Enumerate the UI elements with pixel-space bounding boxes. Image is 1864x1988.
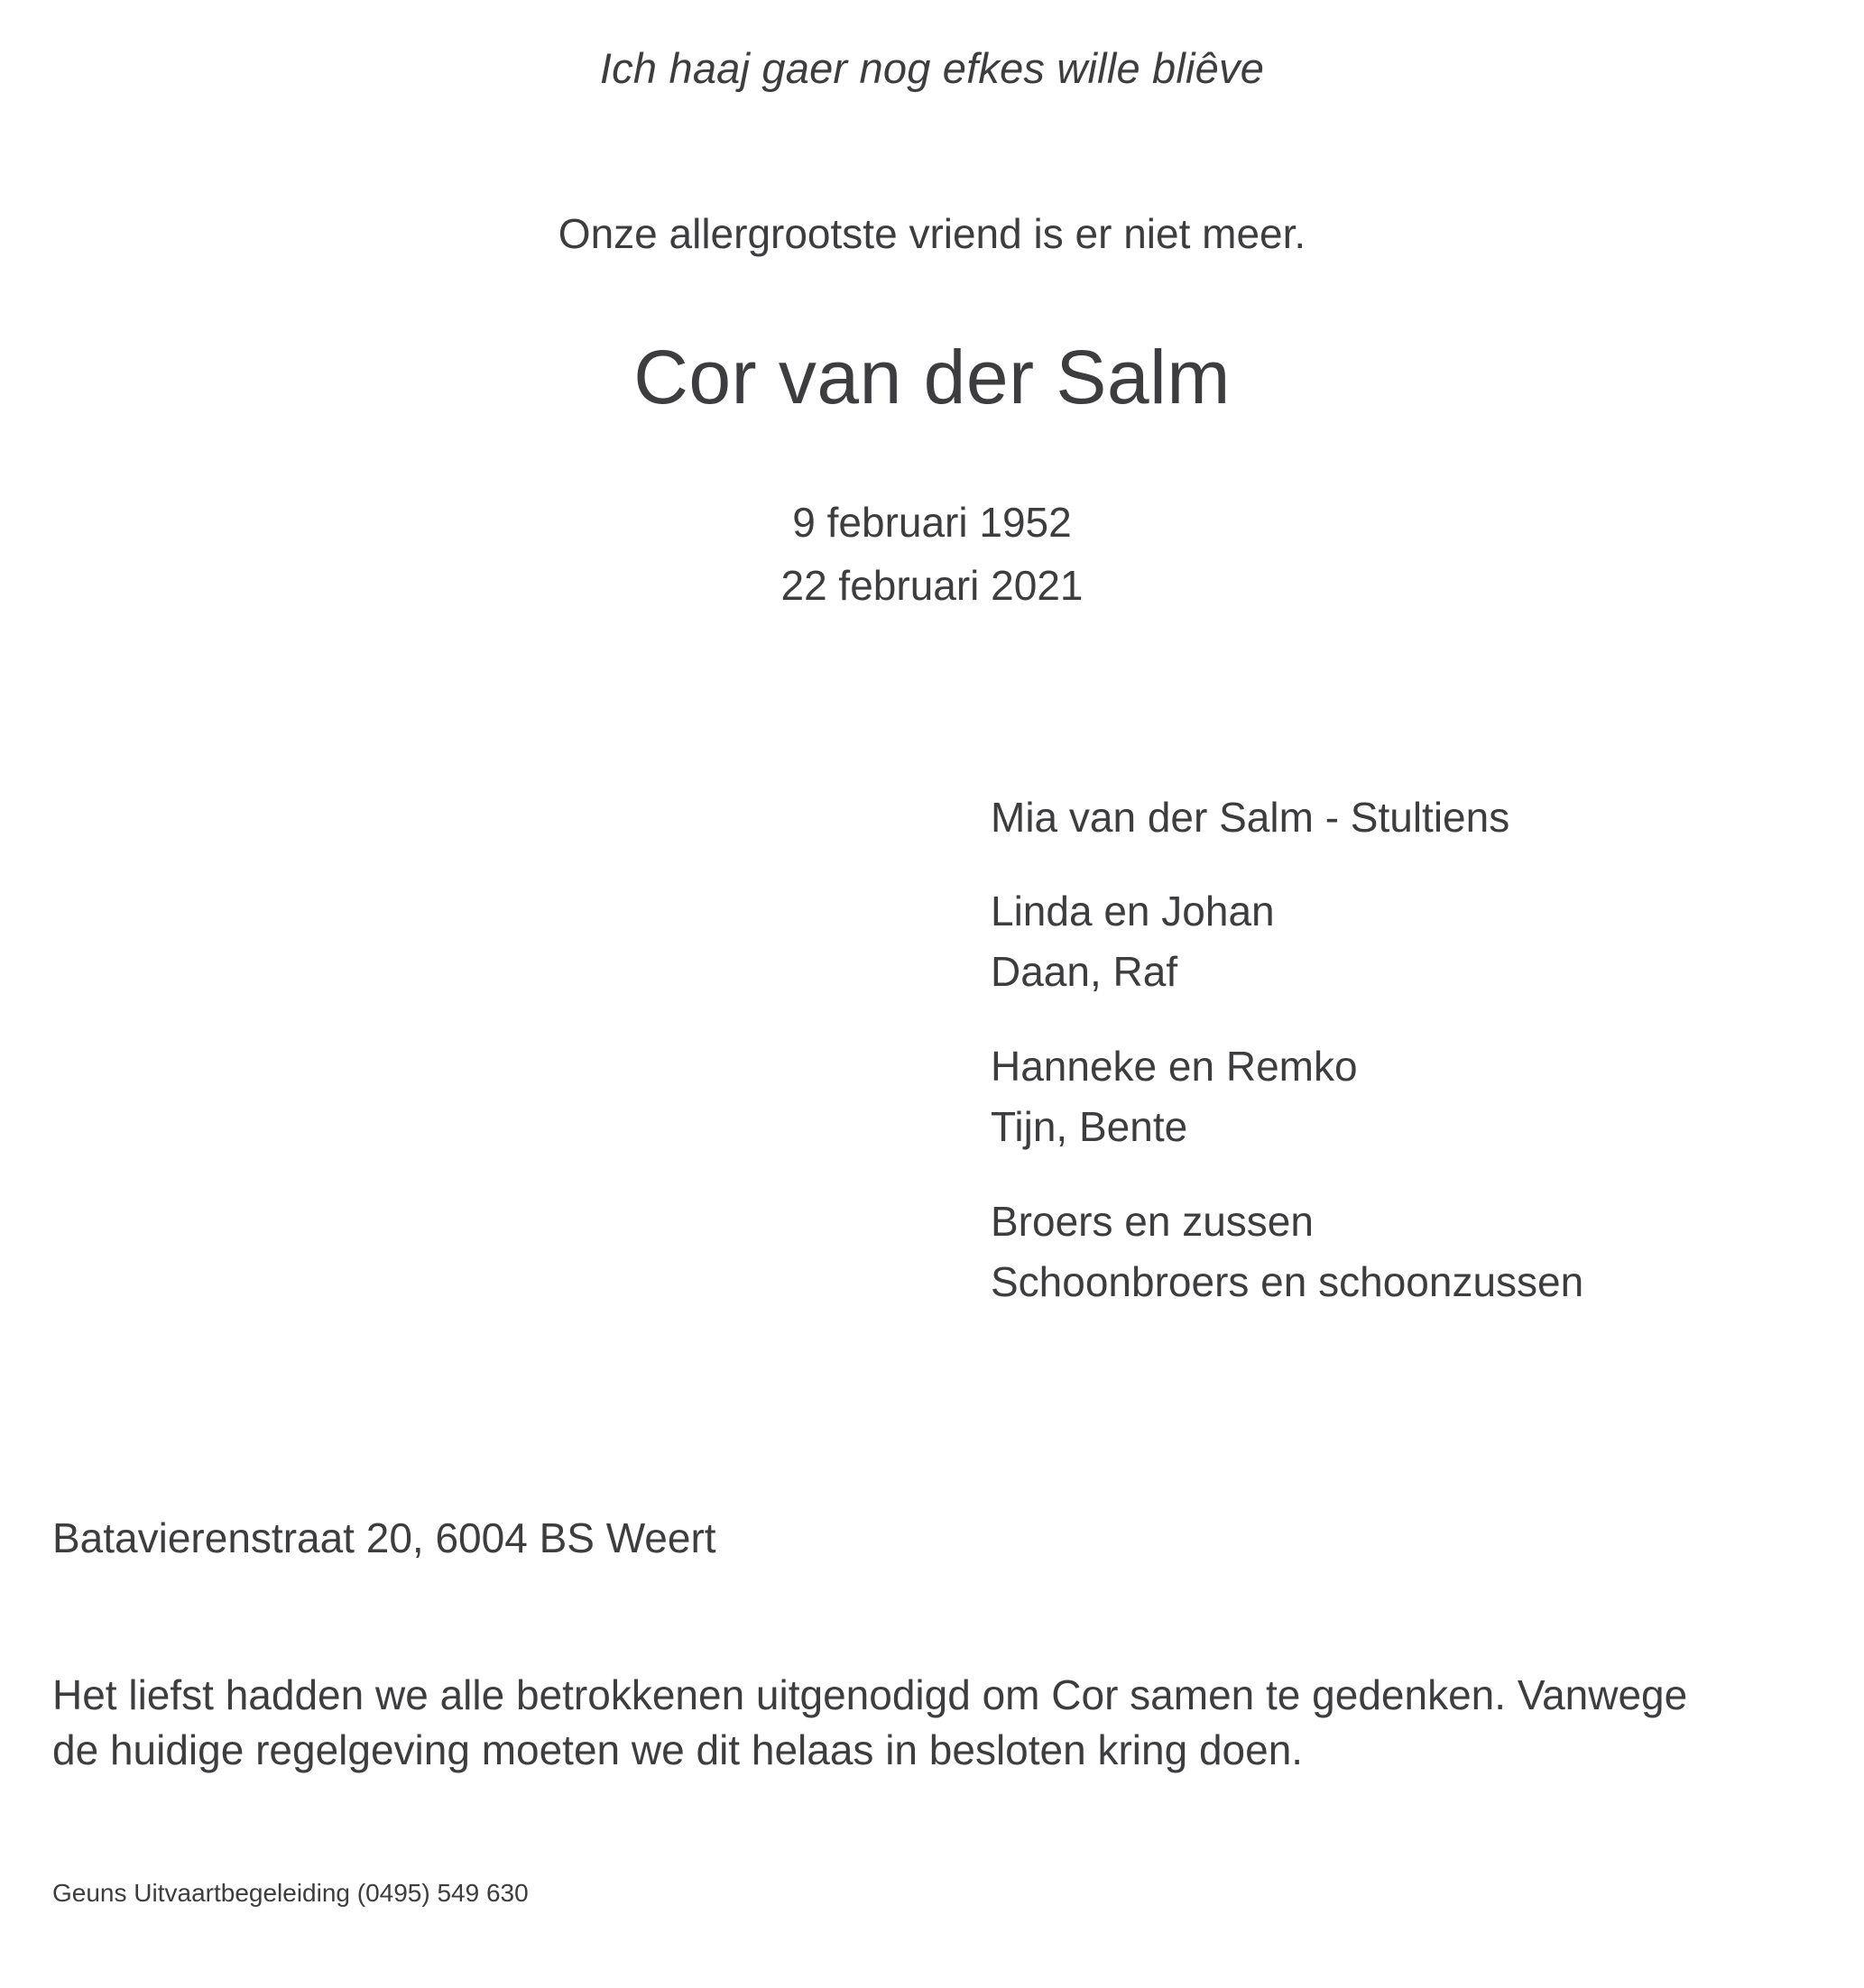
family-group <box>991 1043 1812 1151</box>
lead-text: Onze allergrootste vriend is er niet meer. <box>558 210 1306 258</box>
birth-date: 9 februari 1952 <box>792 498 1072 546</box>
family-primary: Broers en zussen <box>991 1198 1314 1246</box>
family-group <box>991 1198 1812 1306</box>
family-secondary: Schoonbroers en schoonzussen <box>991 1257 1584 1305</box>
family-primary: Linda en Johan <box>991 888 1275 935</box>
funeral-service-footer: Geuns Uitvaartbegeleiding (0495) 549 630 <box>52 1879 529 1908</box>
deceased-name: Cor van der Salm <box>633 334 1231 419</box>
family-list <box>52 794 1812 1306</box>
family-group <box>991 888 1812 996</box>
notice-text: Het liefst hadden we alle betrokkenen uitgenodigd om Cor samen te gedenken. Vanwege de huidige regelgeving moeten we dit helaas in besloten kring doen. <box>52 1670 1688 1773</box>
family-secondary: Daan, Raf <box>991 948 1178 996</box>
family-secondary: Tijn, Bente <box>991 1103 1188 1151</box>
death-date: 22 februari 2021 <box>780 561 1084 609</box>
life-dates <box>52 496 1812 613</box>
family-primary: Mia van der Salm - Stultiens <box>991 793 1510 841</box>
epitaph-text: Ich haaj gaer nog efkes wille bliêve <box>599 44 1265 92</box>
family-group <box>991 794 1812 842</box>
family-primary: Hanneke en Remko <box>991 1043 1358 1091</box>
address-text: Batavierenstraat 20, 6004 BS Weert <box>52 1514 716 1561</box>
